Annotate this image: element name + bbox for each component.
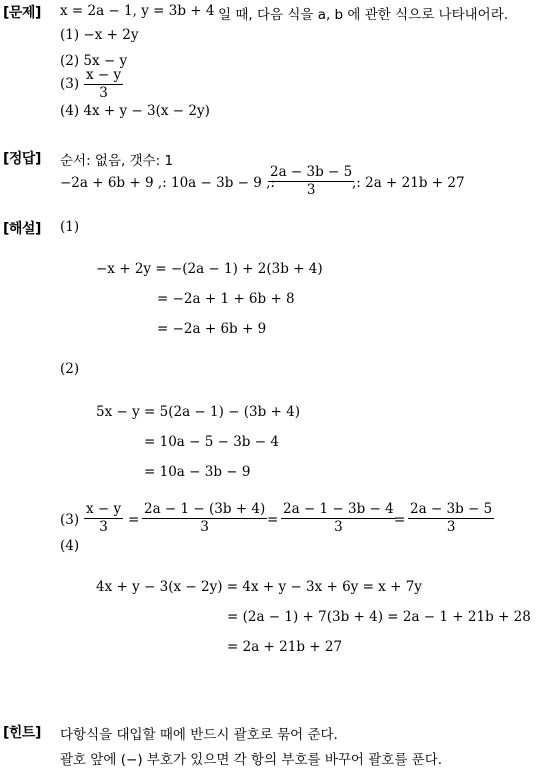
explanation-part-4-line-3: = 2a + 21b + 27 bbox=[227, 639, 343, 655]
problem-condition-text: 일 때, 다음 식을 a, b 에 관한 식으로 나타내어라. bbox=[218, 7, 509, 23]
fraction-numerator: 2a − 3b − 5 bbox=[270, 164, 353, 180]
hint-line-2: 괄호 앞에 (−) 부호가 있으면 각 항의 부호를 바꾸어 괄호를 푼다. bbox=[60, 752, 443, 768]
explanation-part-2-line-3: = 10a − 3b − 9 bbox=[144, 464, 251, 480]
explanation-part-1-line-3: = −2a + 6b + 9 bbox=[157, 321, 267, 337]
explanation-part-2-line-2: = 10a − 5 − 3b − 4 bbox=[144, 434, 279, 450]
fraction-numerator: 2a − 3b − 5 bbox=[410, 501, 493, 517]
answer-summary: 순서: 없음, 갯수: 1 bbox=[60, 153, 174, 169]
explanation-part-4-label: (4) bbox=[60, 538, 80, 554]
equals-sign: = bbox=[128, 512, 140, 528]
fraction-numerator: x − y bbox=[86, 501, 122, 517]
problem-item-3-fraction bbox=[84, 68, 123, 101]
explanation-part-3-label: (3) bbox=[60, 512, 80, 528]
problem-item-3-label: (3) bbox=[60, 76, 80, 92]
fraction-numerator: x − y bbox=[86, 67, 122, 83]
explanation-label: [해설] bbox=[3, 221, 41, 237]
explanation-part-1-label: (1) bbox=[60, 219, 80, 235]
problem-item-2: (2) 5x − y bbox=[60, 53, 128, 69]
explanation-part-3-fraction-1 bbox=[84, 502, 123, 535]
answer-line-part-b: ,: 2a + 21b + 27 bbox=[352, 175, 465, 191]
explanation-part-2-line-1: 5x − y = 5(2a − 1) − (3b + 4) bbox=[96, 404, 301, 420]
explanation-part-3-fraction-2 bbox=[142, 502, 267, 535]
explanation-part-1-line-2: = −2a + 1 + 6b + 8 bbox=[157, 291, 295, 307]
answer-fraction bbox=[268, 165, 354, 198]
problem-item-1: (1) −x + 2y bbox=[60, 27, 139, 43]
fraction-numerator: 2a − 1 − (3b + 4) bbox=[144, 501, 266, 517]
hint-label: [힌트] bbox=[3, 725, 41, 741]
explanation-part-3-fraction-3 bbox=[281, 502, 396, 535]
equals-sign: = bbox=[267, 512, 279, 528]
explanation-part-1-line-1: −x + 2y = −(2a − 1) + 2(3b + 4) bbox=[96, 261, 323, 277]
problem-condition-math: x = 2a − 1, y = 3b + 4 bbox=[60, 3, 215, 19]
explanation-part-2-label: (2) bbox=[60, 361, 80, 377]
fraction-denominator: 3 bbox=[306, 182, 316, 198]
equals-sign: = bbox=[394, 512, 406, 528]
fraction-denominator: 3 bbox=[446, 519, 456, 535]
problem-label: [문제] bbox=[3, 5, 41, 21]
explanation-part-3-fraction-4 bbox=[408, 502, 494, 535]
fraction-denominator: 3 bbox=[334, 519, 343, 535]
answer-label: [정답] bbox=[3, 151, 41, 167]
fraction-denominator: 3 bbox=[99, 85, 108, 101]
answer-line-part-a: −2a + 6b + 9 ,: 10a − 3b − 9 ,: bbox=[60, 175, 275, 191]
explanation-part-4-line-1: 4x + y − 3(x − 2y) = 4x + y − 3x + 6y = x + 7y bbox=[96, 579, 422, 595]
fraction-numerator: 2a − 1 − 3b − 4 bbox=[283, 501, 394, 517]
fraction-denominator: 3 bbox=[99, 519, 108, 535]
fraction-denominator: 3 bbox=[200, 519, 209, 535]
problem-item-4: (4) 4x + y − 3(x − 2y) bbox=[60, 103, 210, 119]
explanation-part-4-line-2: = (2a − 1) + 7(3b + 4) = 2a − 1 + 21b + 28 bbox=[227, 609, 531, 625]
hint-line-1: 다항식을 대입할 때에 반드시 괄호로 묶어 준다. bbox=[60, 727, 338, 743]
